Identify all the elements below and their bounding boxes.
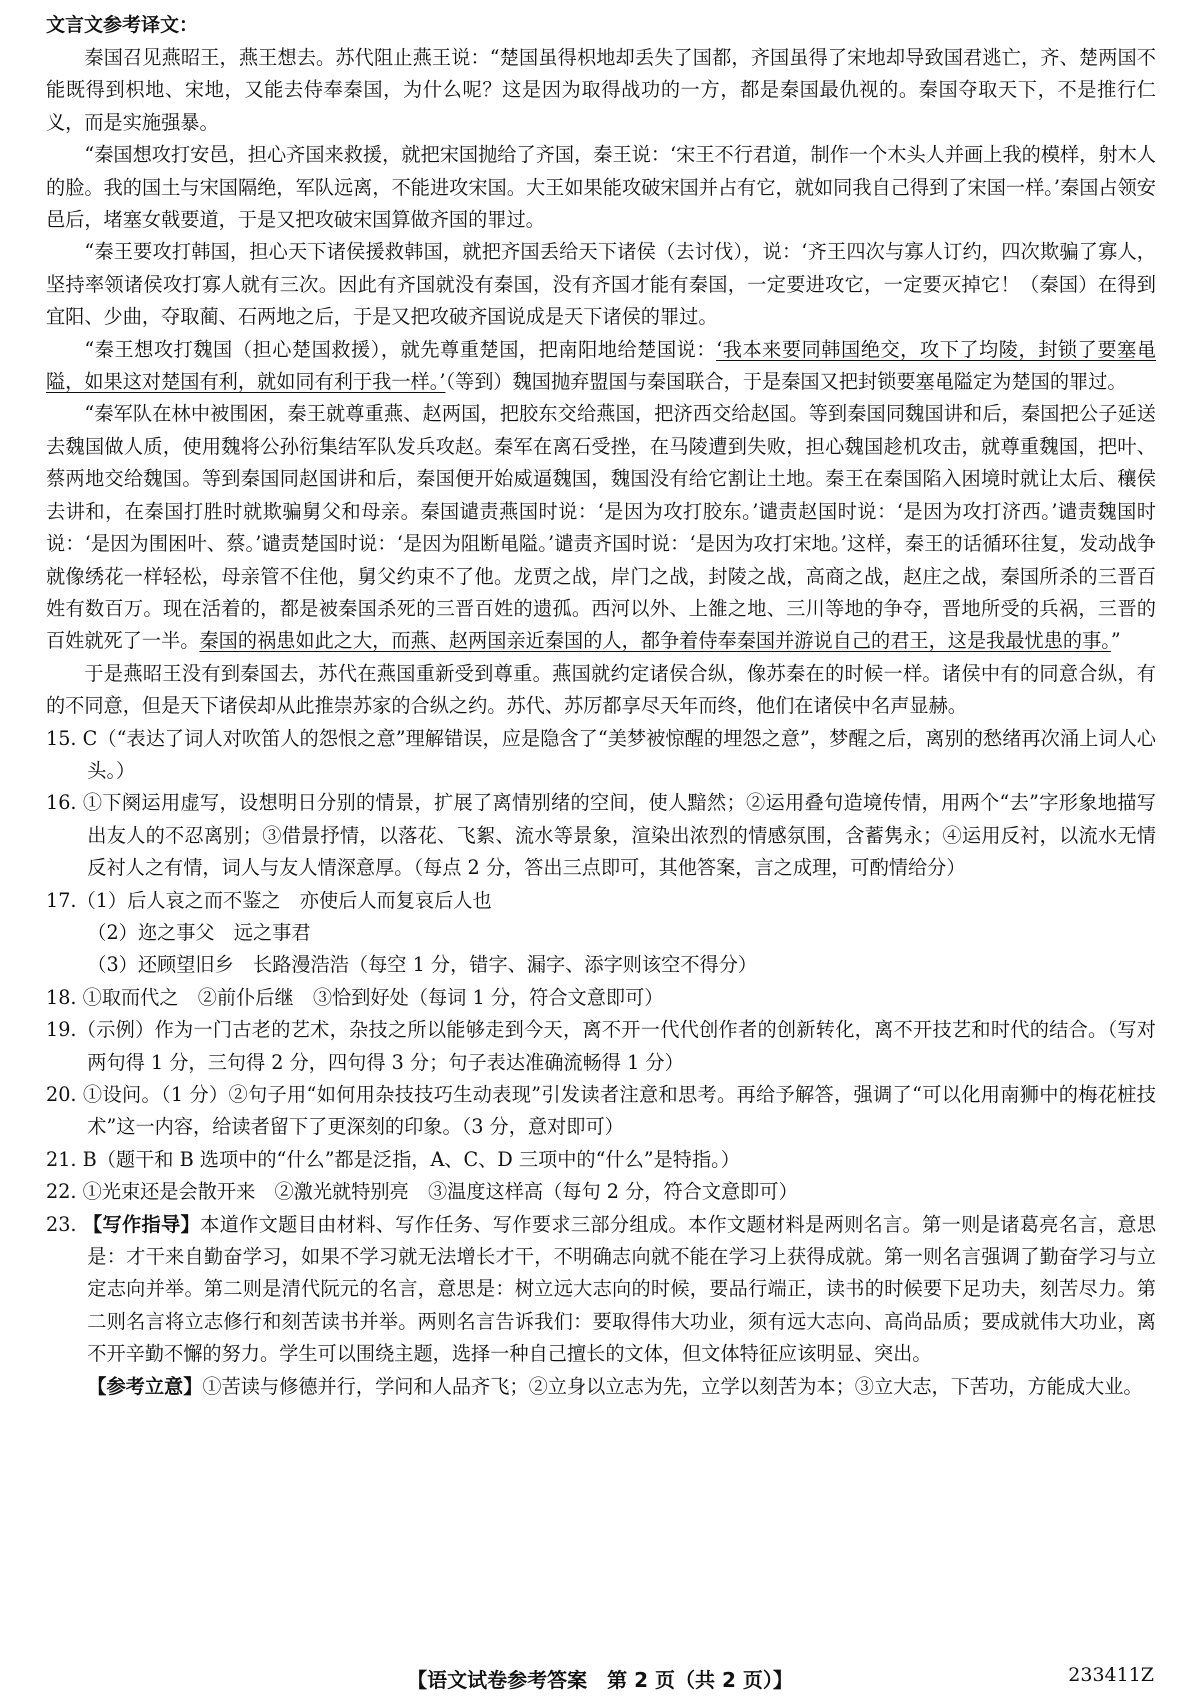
translation-paragraph-1: 秦国召见燕昭王，燕王想去。苏代阻止燕王说：“楚国虽得枳地却丢失了国都，齐国虽得了宋地却导致国君逃亡，齐、楚两国不能既得到枳地、宋地，又能去侍奉秦国，为什么呢？这是因为取得战功的一方，都是秦国最仇视的。秦国夺取天下，不是推行仁义，而是实施强暴。	[46, 46, 1156, 134]
reference-theme	[46, 1371, 1156, 1403]
translation-paragraph-5	[46, 398, 1156, 657]
answer-15: 15. C（“表达了词人对吹笛人的怨恨之意”理解错误，应是隐含了“美梦被惊醒的埋怨之意”，梦醒之后，离别的愁绪再次涌上词人心头。）	[46, 726, 1156, 782]
answer-22: 22. ①光束还是会散开来 ②激光就特别亮 ③温度这样高（每句 2 分，符合文意即可）	[46, 1180, 798, 1204]
answer-17-2: （2）迩之事父 远之事君	[87, 920, 311, 944]
answer-23: 23. 【写作指导】本道作文题目由材料、写作任务、写作要求三部分组成。本作文题材料是两则名言。第一则是诸葛亮名言，意思是：才干来自勤奋学习，如果不学习就无法增长才干，不明确志向就不能在学习上获得成就。第一则名言强调了勤奋学习与立定志向并举。第二则是清代阮元的名言，意思是：树立远大志向的时候，要品行端正，读书的时候要下足功夫，刻苦尽力。第二则名言将立志修行和刻苦读书并举。两则名言告诉我们：要取得伟大功业，须有远大志向、高尚品质；要成就伟大功业，离不开辛勤不懈的努力。学生可以围绕主题，选择一种自己擅长的文体，但文体特征应该明显、突出。	[46, 1212, 1157, 1366]
paragraph-5-body: “秦军队在林中被围困，秦王就尊重燕、赵两国，把胶东交给燕国，把济西交给赵国。等到秦国同魏国讲和后，秦国把公子延送去魏国做人质，使用魏将公孙衍集结军队发兵攻赵。秦军在离石受挫，在马陵遭到失败，担心魏国趁机攻击，就尊重魏国，把叶、蔡两地交给魏国。等到秦国同赵国讲和后，秦国便开始威逼魏国，魏国没有给它割让土地。秦王在秦国陷入困境时就让太后、穰侯去讲和，在秦国打胜时就欺骗舅父和母亲。秦国谴责燕国时说：‘是因为攻打胶东。’谴责赵国时说：‘是因为攻打济西。’谴责魏国时说：‘是因为围困叶、蔡。’谴责楚国时说：‘是因为阻断黾隘。’谴责齐国时说：‘是因为攻打宋地。’这样，秦王的话循环往复，发动战争就像绣花一样轻松，母亲管不住他，舅父约束不了他。龙贾之战，岸门之战，封陵之战，高商之战，赵庄之战，秦国所杀的三晋百姓有数百万。现在活着的，都是被秦国杀死的三晋百姓的遗孤。西河以外、上雒之地、三川等地的争夺，晋地所受的兵祸，三晋的百姓就死了一半。	[46, 402, 1156, 653]
translation-paragraph-6: 于是燕昭王没有到秦国去，苏代在燕国重新受到尊重。燕国就约定诸侯合纵，像苏秦在的时候一样。诸侯中有的同意合纵，有的不同意，但是天下诸侯却从此推崇苏家的合纵之约。苏代、苏厉都享尽天年而终，他们在诸侯中名声显赫。	[46, 661, 1156, 718]
paragraph-4-tail: （等到）魏国抛弃盟国与秦国联合，于是秦国又把封锁要塞黾隘定为楚国的罪过。	[445, 370, 1127, 394]
paragraph-4-lead: “秦王想攻打魏国（担心楚国救援），就先尊重楚国，把南阳地给楚国说：	[84, 337, 717, 361]
footer-page-label: 【语文试卷参考答案 第 2 页（共 2 页）】	[407, 1668, 793, 1692]
underlined-sentence: 秦国的祸患如此之大，而燕、赵两国亲近秦国的人，都争着侍奉秦国并游说自己的君王，这是我最忧患的事。	[199, 629, 1111, 653]
answer-19: 19.（示例）作为一门古老的艺术，杂技之所以能够走到今天，离不开一代代创作者的创新转化，离不开技艺和时代的结合。（写对两句得 1 分，三句得 2 分，四句得 3 分；句子表达准确流畅得 1 分）	[46, 1018, 1156, 1074]
translation-paragraph-2: “秦国想攻打安邑，担心齐国来救援，就把宋国抛给了齐国，秦王说：‘宋王不行君道，制作一个木头人并画上我的模样，射木人的脸。我的国土与宋国隔绝，军队远离，不能进攻宋国。大王如果能攻破宋国并占有它，就如同我自己得到了宋国一样。’秦国占领安邑后，堵塞女戟要道，于是又把攻破宋国算做齐国的罪过。	[46, 143, 1156, 232]
translation-paragraph-4	[46, 334, 1156, 399]
answer-21: 21. B（题干和 B 选项中的“什么”都是泛指，A、C、D 三项中的“什么”是特指。）	[46, 1147, 740, 1171]
answer-17-1: 17.（1）后人哀之而不鉴之 亦使后人而复哀后人也	[46, 888, 492, 912]
writing-guide-text: 本道作文题目由材料、写作任务、写作要求三部分组成。本作文题材料是两则名言。第一则是诸葛亮名言，意思是：才干来自勤奋学习，如果不学习就无法增长才干，不明确志向就不能在学习上获得成就。第一则名言强调了勤奋学习与立定志向并举。第二则是清代阮元的名言，意思是：树立远大志向的时候，要品行端正，读书的时候要下足功夫，刻苦尽力。第二则名言将立志修行和刻苦读书并举。两则名言告诉我们：要取得伟大功业，须有远大志向、高尚品质；要成就伟大功业，离不开辛勤不懈的努力。学生可以围绕主题，选择一种自己擅长的文体，但文体特征应该明显、突出。	[87, 1212, 1157, 1366]
answer-20: 20. ①设问。（1 分）②句子用“如何用杂技技巧生动表现”引发读者注意和思考。再给予解答，强调了“可以化用南狮中的梅花桩技术”这一内容，给读者留下了更深刻的印象。（3 分，意对即可）	[46, 1083, 1156, 1139]
underlined-sentence: ‘我本来要同韩国绝交，攻下了均陵，封锁了要塞黾隘，如果这对楚国有利，就如同有利于我一样。’	[46, 337, 1156, 394]
translation-paragraph-3: “秦王要攻打韩国，担心天下诸侯援救韩国，就把齐国丢给天下诸侯（去讨伐），说：‘齐王四次与寡人订约，四次欺骗了寡人，坚持率领诸侯攻打寡人就有三次。因此有齐国就没有秦国，没有齐国才能有秦国，一定要进攻它，一定要灭掉它！（秦国）在得到宜阳、少曲，夺取蔺、石两地之后，于是又把攻破齐国说成是天下诸侯的罪过。	[46, 240, 1156, 329]
footer-code: 233411Z	[1068, 1664, 1154, 1686]
answer-page	[46, 12, 1156, 1403]
reference-theme-tag: 【参考立意】	[87, 1374, 203, 1398]
reference-theme-text: ①苦读与修德并行，学问和人品齐飞；②立身以立志为先，立学以刻苦为本；③立大志，下苦功，方能成大业。	[202, 1374, 1143, 1398]
answer-18: 18. ①取而代之 ②前仆后继 ③恰到好处（每词 1 分，符合文意即可）	[46, 985, 664, 1009]
answer-16: 16. ①下阕运用虚写，设想明日分别的情景，扩展了离情别绪的空间，使人黯然；②运用叠句造境传情，用两个“去”字形象地描写出友人的不忍离别；③借景抒情，以落花、飞絮、流水等景象，渲染出浓烈的情感氛围，含蓄隽永；④运用反衬，以流水无情反衬人之有情，词人与友人情深意厚。（每点 2 分，答出三点即可，其他答案，言之成理，可酌情给分）	[46, 791, 1156, 880]
paragraph-5-close: ”	[1110, 629, 1121, 653]
answer-17-3: （3）还顾望旧乡 长路漫浩浩（每空 1 分，错字、漏字、添字则该空不得分）	[87, 953, 758, 977]
writing-guide-tag: 【写作指导】	[82, 1212, 201, 1236]
section-title: 文言文参考译文：	[46, 14, 199, 36]
